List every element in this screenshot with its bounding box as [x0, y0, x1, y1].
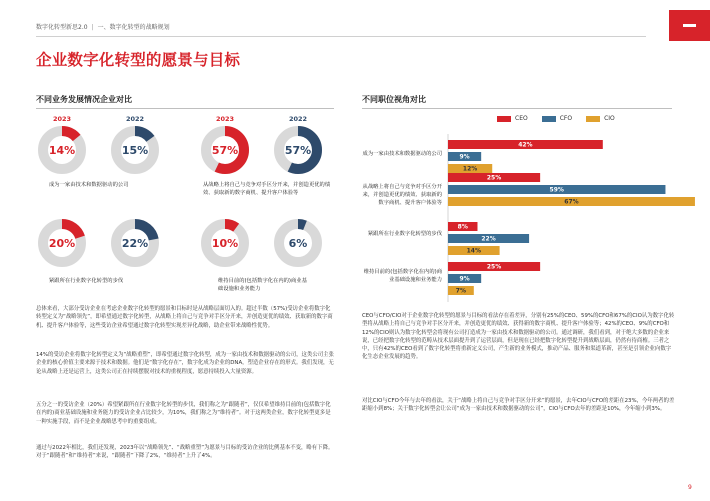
running-header	[36, 22, 170, 31]
donut-value-label: 22%	[121, 236, 149, 250]
bar-value-label: 25%	[486, 174, 502, 182]
group-label: 紧跟所在行业数字化转型的步伐	[49, 278, 124, 284]
legend-label: CFO	[559, 115, 573, 122]
right-section-rule	[362, 108, 672, 109]
bar-category-label: 维持目前的(包括数字化在内的)商业基础设施和业务能力	[363, 269, 442, 283]
bar-value-label: 7%	[455, 287, 466, 295]
legend-item-cio	[586, 115, 615, 122]
year-2023-label: 2023	[215, 115, 235, 123]
bar-value-label: 9%	[459, 275, 470, 283]
bar-value-label: 59%	[549, 186, 564, 194]
bar-category-label: 紧跟所在行业数字化转型的步伐	[367, 231, 442, 237]
bar-value-label: 14%	[466, 247, 481, 255]
legend-swatch	[542, 116, 556, 122]
left-paragraph: 总体来看，大部分受访企业在考虑企业数字化转型的愿景和目标时是从战略层面切入的。超过半数（57%)受访企业将数字化转型定义为“战略领先”，即希望通过数字化转型，从战略上将自己与竞争对手区分开来，并创造更优的绩效、获取新的数字商机、提升客户体验等，这些受访企业希望通过数字化转型实现差异化战略，助企业带来战略性优势。	[36, 306, 333, 329]
donut-g2-2022	[273, 125, 323, 175]
left-section-title: 不同业务发展情况企业对比	[36, 95, 132, 104]
year-2022-label: 2022	[288, 115, 308, 123]
donut-value-label: 10%	[211, 236, 239, 250]
page-title: 企业数字化转型的愿景与目标	[36, 51, 241, 69]
header-section: 一、数字化转型的战略规划	[97, 24, 170, 31]
chart-legend	[497, 115, 615, 122]
bar-value-label: 12%	[462, 165, 478, 173]
legend-item-cfo	[542, 115, 572, 122]
group-label: 成为一家由技术和数据驱动的公司	[49, 182, 129, 188]
bar-value-label: 42%	[518, 141, 533, 149]
donut-value-label: 20%	[48, 236, 76, 250]
year-2023-label: 2023	[52, 115, 72, 123]
donut-value-label: 57%	[284, 143, 312, 157]
legend-label: CIO	[604, 115, 615, 122]
bar-value-label: 8%	[457, 223, 468, 231]
bar-value-label: 22%	[481, 235, 496, 243]
group-label: 从战略上将自己与竞争对手区分开来，并创造更优的绩效、获取新的数字商机、提升客户体验等	[203, 182, 331, 196]
header-separator: |	[91, 24, 94, 31]
donut-g4-2022	[273, 218, 323, 268]
legend-swatch	[497, 116, 511, 122]
donut-g1-2022	[110, 125, 160, 175]
right-paragraph: 对比CIO与CFO今年与去年的看法，关于“战略上将自己与竞争对手区分开来”的愿景，去年CIO与CFO的差距在23%，今年两者的差距缩小到8%；关于数字化转型会让公司“成为一家由技术和数据驱动的公司”，CIO与CFO去年的差距是10%，今年缩小到3%。	[362, 398, 675, 413]
donut-g3-2023	[37, 218, 87, 268]
donut-g4-2023	[200, 218, 250, 268]
right-paragraph: CEO与CFO/CIO对于企业数字化转型的愿景与目标的看法存在着差异，分别有25%的CEO、59%的CFO和67%的CIO认为数字化转型将从战略上将自己与竞争对手区分开来，并创造更优的绩效、获得新的数字商机、提升客户体验等；42%的CEO、9%的CFO和12%的CIO则认为数字化转型会将现有公司打造成为一家由技术和数据驱动的公司。通过调研，我们看到，对于绝大多数的企业来说，已经把数字化转型的范畴从技术层面提升到了运营层面，但是现在已经把数字化转型提升到战略层面，仍然有待商榷。三者之中，只有42%的CEO看到了数字化转型将重新定义公司，产生新的业务模式，推动产品、服务和渠道革新，甚至是引领企业向数字化生态企业发展的趋势。	[362, 313, 675, 361]
header-doc-title: 数字化转型新思2.0	[36, 24, 88, 31]
donut-g3-2022	[110, 218, 160, 268]
page-number: 9	[688, 484, 692, 491]
bar-category-label: 成为一家由技术和数据驱动的公司	[362, 151, 442, 157]
bar-value-label: 9%	[459, 153, 470, 161]
minus-icon	[683, 24, 696, 27]
group-label: 维持目前的(包括数字化在内的)商业基础设施和业务能力	[218, 278, 307, 292]
legend-item-ceo	[497, 115, 528, 122]
position-bar-chart	[360, 130, 710, 305]
left-section-rule	[36, 108, 334, 109]
bar-value-label: 67%	[564, 198, 579, 206]
legend-swatch	[586, 116, 600, 122]
header-rule	[36, 36, 646, 37]
donut-value-label: 6%	[288, 236, 308, 250]
donut-value-label: 15%	[121, 143, 149, 157]
legend-label: CEO	[515, 115, 528, 122]
year-2022-label: 2022	[125, 115, 145, 123]
bar-category-label: 从战略上将自己与竞争对手区分开来，并创造更优的绩效、获取新的数字商机、提升客户体验等	[362, 184, 442, 206]
donut-value-label: 14%	[48, 143, 76, 157]
section-tab	[669, 10, 710, 41]
right-section-title: 不同职位视角对比	[362, 95, 426, 104]
left-paragraph: 14%的受访企业将数字化转型定义为“战略重塑”，即希望通过数字化转型，成为一家由技术和数据驱动的公司，这类公司主张企业的核心价值主要来源于技术和数据。他们是“数字化存在”，数字化成为企业的DNA，塑造企业存在的形式。我们发现，无论从战略上还是运营上，这类公司正在持续摆脱对技术的重视程度，愿意持续投入大量资源。	[36, 352, 334, 375]
bar-value-label: 25%	[486, 263, 502, 271]
donut-g2-2023	[200, 125, 250, 175]
left-paragraph: 五分之一的受访企业（20%）希望紧跟所在行业数字化转型的步伐，我们称之为“跟随者”，仅仅希望维持目前的(包括数字化在内的)商业基础设施和业务能力的受访企业占比较少，为10%，我们称之为“维持者”。对于这两类企业，数字化转型更多是一种实施手段，而不是企业战略思考中的重要组成。	[36, 402, 331, 425]
donut-g1-2023	[37, 125, 87, 175]
left-paragraph: 通过与2022年相比，我们还发现，2023年以“战略领先”、“战略重塑”为愿景与目标的受访企业的比例基本不变，略有下降。对于“跟随者”和“维持者”来说，“跟随者”下降了2%，“维持者”上升了4%。	[36, 445, 334, 460]
donut-value-label: 57%	[211, 143, 239, 157]
